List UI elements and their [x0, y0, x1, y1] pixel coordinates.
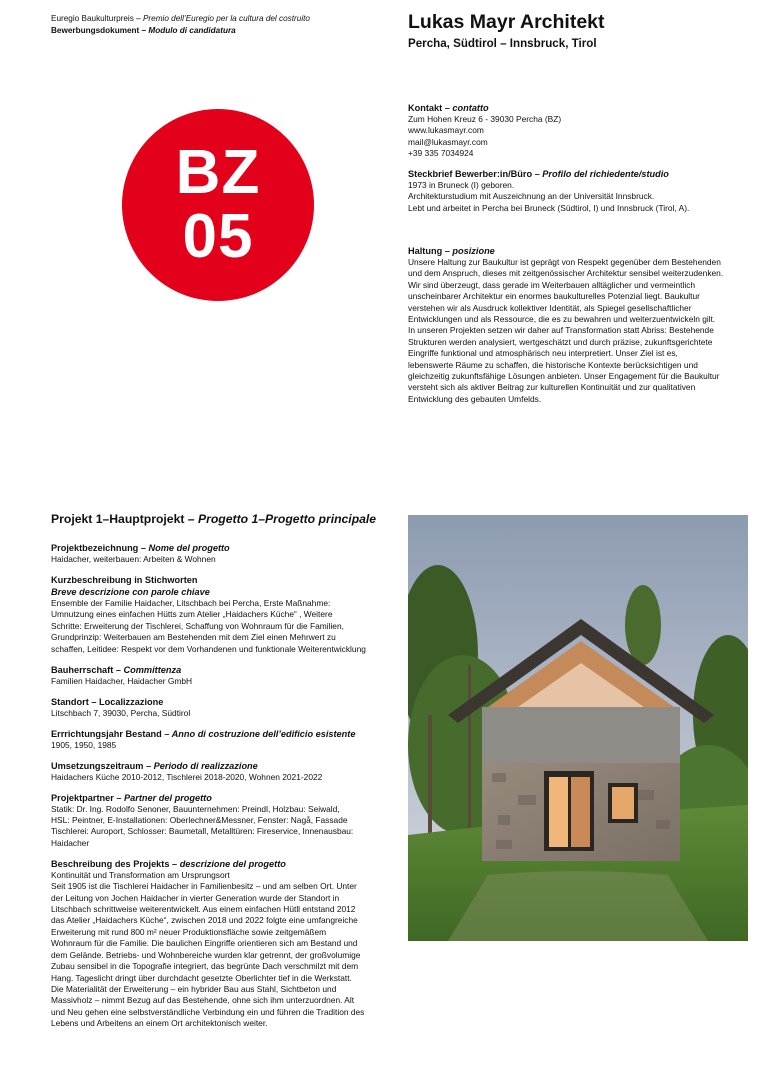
position-line: und dem Anspruch, dieses mit zeitgenössischer Architektur sensibel weiterzudenken. [408, 268, 724, 279]
position-line: Strukturen werden analysiert, wertgeschätzt und durch präzise, zukunftsgerichtete [408, 336, 713, 347]
description-line: Massivholz – nimmt Bezug auf das Bestehende, ohne sich ihm unterzuordnen. Alt [51, 995, 355, 1006]
location-section [51, 696, 401, 719]
short-description-line: Schritte: Erweiterung der Tischlerei, Schaffung von Wohnraum für die Familien, [51, 620, 344, 631]
partners-line: Haidacher [51, 837, 90, 848]
built-year-section [51, 728, 401, 751]
description-line: dem Gelände. Betriebs- und Wohnbereiche wurden klar getrennt, der großvolumige [51, 949, 361, 960]
position-line: verstehen wir als Ausdruck kollektiver Identität, als Spiegel gesellschaftlicher [408, 302, 692, 313]
concrete-wall [482, 707, 680, 763]
contact-email-link[interactable]: mail@lukasmayr.com [408, 136, 488, 147]
description-line: Zubau sensibel in die Topografie integriert, das begrünte Dach verschmilzt mit dem [51, 961, 359, 972]
position-line: Entwicklung des gebauten Umfelds. [408, 393, 542, 404]
short-description-line: Umnutzung eines einfachen Hütts zum Atelier „Haidachers Küche“ , Weitere [51, 609, 333, 620]
architect-name: Lukas Mayr Architekt [408, 11, 605, 33]
badge-number: 05 [182, 202, 254, 271]
position-line: Wir sind überzeugt, dass gerade im Weiterbauen alltäglicher und vermeintlich [408, 279, 696, 290]
partners-heading: Projektpartner – Partner del progetto [51, 792, 212, 803]
architect-location: Percha, Südtirol – Innsbruck, Tirol [408, 37, 597, 50]
position-line: Unsere Haltung zur Baukultur ist geprägt von Respekt gegenüber dem Bestehenden [408, 257, 721, 267]
description-section [51, 858, 401, 1030]
description-line: Lebens und Arbeitens an einem Ort architektonisch weiter. [51, 1018, 268, 1029]
description-line: Litschbach schrittweise weiterentwickelt. Aus einem einfachen Hütll entstand 2012 [51, 904, 356, 915]
short-description-line: schaffen, Leitidee: Respekt vor dem Vorhandenen und funktionale Weiterentwicklung [51, 643, 366, 654]
position-line: unscheinbarer Architektur ein enormes baukulturelles Potenzial liegt. Baukultur [408, 291, 700, 302]
client-heading: Bauherrschaft – Committenza [51, 664, 182, 675]
project-name-value: Haidacher, weiterbauen: Arbeiten & Wohnen [51, 554, 216, 564]
project-photo [408, 515, 748, 941]
region-badge [122, 109, 314, 301]
description-line: und Neu gehen eine selbstverständliche Verbindung ein und führen die Tradition des [51, 1006, 365, 1017]
short-description-line: Grundprinzip: Weiterbauen am Bestehenden mit dem Ziel einen Mehrwert zu [51, 632, 336, 643]
short-description-line: Ensemble der Familie Haidacher, Litschbach bei Percha, Erste Maßnahme: [51, 598, 331, 608]
profile-heading: Steckbrief Bewerber:in/Büro – Profilo del richiedente/studio [408, 169, 669, 179]
description-line: Kontinuität und Transformation am Ursprungsort [51, 869, 230, 880]
short-description-heading: Kurzbeschreibung in Stichworten [51, 575, 198, 585]
door-glass-right [571, 777, 590, 847]
profile-section [408, 168, 753, 214]
description-heading: Beschreibung des Projekts – descrizione del progetto [51, 858, 286, 869]
built-year-heading: Errrichtungsjahr Bestand – Anno di costruzione dell’edificio esistente [51, 728, 356, 739]
position-line: lebenswerte Räume zu schaffen, die historische Kontexte berücksichtigen und [408, 359, 698, 370]
partners-line: Statik: Dr. Ing. Rodolfo Senoner, Bauunternehmen: Preindl, Holzbau: Seiwald, [51, 803, 340, 814]
built-year-value: 1905, 1950, 1985 [51, 739, 117, 750]
description-line: Erweiterung mit rund 800 m² neuer Produktionsfläche sowie zeitgemäßem [51, 926, 327, 937]
position-section [408, 245, 753, 405]
contact-website-link[interactable]: www.lukasmayr.com [408, 125, 484, 136]
profile-line: 1973 in Bruneck (I) geboren. [408, 180, 515, 190]
project-name-heading: Projektbezeichnung – Nome del progetto [51, 543, 230, 553]
period-heading: Umsetzungszeitraum – Periodo di realizzazione [51, 760, 258, 771]
profile-line: Lebt und arbeitet in Percha bei Bruneck (Südtirol, I) und Innsbruck (Tirol, A). [408, 202, 690, 213]
document-header [51, 13, 381, 37]
period-value: Haidachers Küche 2010-2012, Tischlerei 2018-2020, Wohnen 2021-2022 [51, 771, 323, 782]
location-heading: Standort – Localizzazione [51, 696, 164, 707]
door-glass-left [549, 777, 568, 847]
profile-line: Architekturstudium mit Auszeichnung an der Universität Innsbruck. [408, 191, 655, 202]
project-details [51, 542, 401, 1038]
window-glass [612, 787, 634, 819]
position-line: versteht sich als aktiver Beitrag zur kulturellen Kontinuität und zur qualitativen [408, 382, 696, 393]
project-title: Projekt 1–Hauptprojekt – Progetto 1–Progetto principale [51, 512, 377, 526]
description-line: der Leitung von Jochen Haidacher in vierter Generation wurde der Standort in [51, 892, 340, 903]
contact-phone: +39 335 7034924 [408, 148, 474, 159]
short-description-heading-it: Breve descrizione con parole chiave [51, 587, 210, 597]
client-value: Familien Haidacher, Haidacher GmbH [51, 675, 193, 686]
badge-region: BZ [175, 138, 261, 207]
position-line: Entwicklungen und als Ressource, die es zu bewahren und weiterzuentwickeln gilt. [408, 314, 716, 325]
position-heading: Haltung – posizione [408, 246, 495, 256]
header-line-prize: Euregio Baukulturpreis – Premio dell’Euregio per la cultura del costruito [51, 14, 310, 23]
path [448, 871, 708, 941]
description-line: das Atelier „Haidachers Küche“, zwischen 2018 und 2022 folgte eine umfangreiche [51, 915, 358, 926]
client-section [51, 664, 401, 687]
partners-section [51, 792, 401, 850]
description-line: Die Materialität der Erweiterung – ein hybrider Bau aus Stahl, Sichtbeton und [51, 983, 337, 994]
description-line: Wohnraum für die Familie. Die baulichen Eingriffe orientieren sich am Bestand und [51, 938, 358, 949]
header-line-document: Bewerbungsdokument – Modulo di candidatura [51, 26, 236, 35]
description-line: Hang. Tageslicht dringt über durchdacht gesetzte Oberlichter tief in die Werkstatt. [51, 972, 352, 983]
contact-address: Zum Hohen Kreuz 6 - 39030 Percha (BZ) [408, 114, 562, 124]
partners-line: Tischlerei: Auroport, Schlosser: Baumetall, Metalltüren: Fireservice, Innenausbau: [51, 826, 354, 837]
position-line: In unseren Projekten setzen wir daher auf Transformation statt Abriss: Bestehende [408, 325, 714, 336]
short-description-section [51, 574, 401, 655]
description-line: Seit 1905 ist die Tischlerei Haidacher in Familienbesitz – und am selben Ort. Unter [51, 881, 357, 892]
period-section [51, 760, 401, 783]
project-name-section [51, 542, 401, 565]
contact-heading: Kontakt – contatto [408, 103, 489, 113]
partners-line: HSL: Peintner, E-Installationen: Oberlechner&Messner, Fenster: Nagå, Fassade [51, 815, 348, 826]
contact-section [408, 102, 753, 160]
position-line: gleichzeitig zukunftsfähige Lösungen anbieten. Unser Engagement für die Baukultur [408, 371, 720, 382]
house-illustration [408, 515, 748, 941]
position-line: Eingriffe funktional und atmosphärisch neu interpretiert. Unser Ziel ist es, [408, 348, 678, 359]
location-value: Litschbach 7, 39030, Percha, Südtirol [51, 707, 191, 718]
